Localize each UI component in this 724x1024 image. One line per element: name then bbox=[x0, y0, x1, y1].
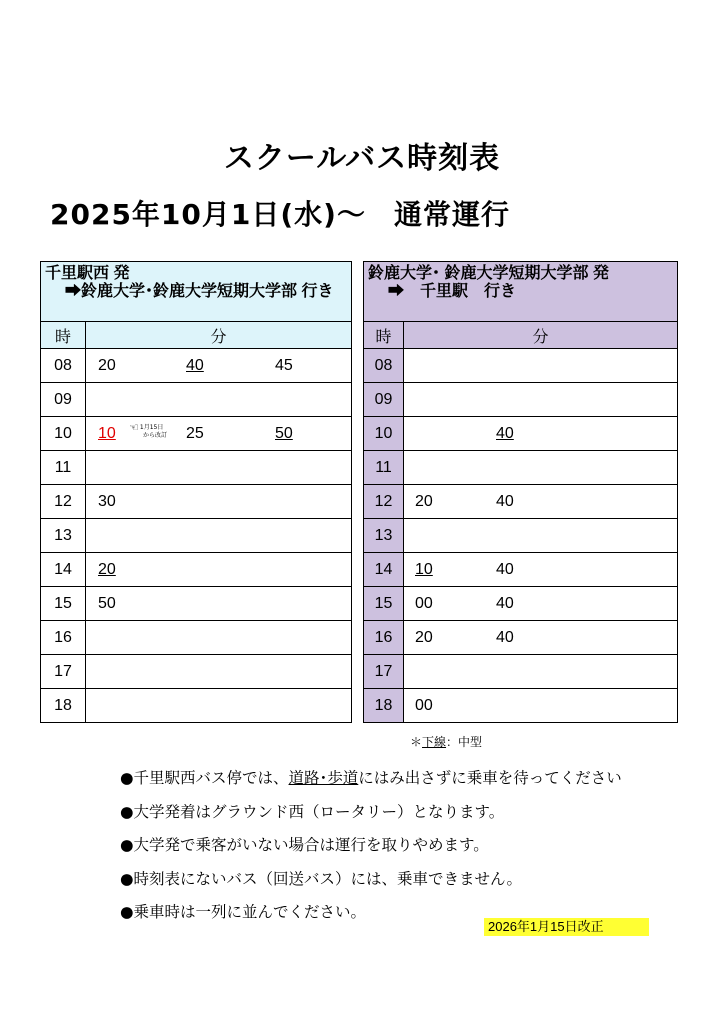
table-row bbox=[41, 689, 352, 723]
minutes-cell bbox=[404, 383, 678, 417]
hour-cell: 17 bbox=[41, 655, 86, 689]
table-row bbox=[364, 621, 678, 655]
minutes-cell bbox=[404, 689, 678, 723]
table-row bbox=[364, 519, 678, 553]
minutes-cell bbox=[86, 383, 352, 417]
minutes-cell bbox=[86, 349, 352, 383]
page-title: スクールバス時刻表 bbox=[223, 141, 501, 176]
right-header-origin: 鈴鹿大学･ 鈴鹿大学短期大学部 発 bbox=[368, 265, 609, 282]
left-table-header bbox=[41, 262, 352, 322]
hour-cell: 13 bbox=[41, 519, 86, 553]
departure-minute: 40 bbox=[496, 425, 514, 442]
timetable-senri-to-university bbox=[40, 261, 352, 723]
table-row bbox=[41, 349, 352, 383]
table-row bbox=[364, 689, 678, 723]
notice-item: ●千里駅西バス停では、道路･歩道にはみ出さずに乗車を待ってください bbox=[120, 769, 622, 787]
right-col-hour: 時 bbox=[364, 322, 404, 349]
hour-cell: 11 bbox=[41, 451, 86, 485]
hour-cell: 18 bbox=[364, 689, 404, 723]
table-row bbox=[364, 417, 678, 451]
minutes-cell bbox=[404, 485, 678, 519]
notice-list bbox=[120, 762, 622, 930]
minutes-cell bbox=[404, 451, 678, 485]
table-row bbox=[364, 383, 678, 417]
minutes-cell bbox=[404, 519, 678, 553]
minutes-cell bbox=[86, 451, 352, 485]
table-row bbox=[41, 519, 352, 553]
timetable-university-to-senri bbox=[363, 261, 678, 723]
departure-minute: 50 bbox=[98, 595, 116, 612]
hour-cell: 16 bbox=[41, 621, 86, 655]
hour-cell: 11 bbox=[364, 451, 404, 485]
page-subtitle bbox=[50, 193, 510, 233]
minutes-cell bbox=[404, 621, 678, 655]
minutes-cell bbox=[86, 519, 352, 553]
revision-note: ☜1月15日 から改訂 bbox=[129, 421, 168, 439]
minutes-cell bbox=[86, 655, 352, 689]
table-row bbox=[41, 451, 352, 485]
table-row bbox=[41, 587, 352, 621]
hour-cell: 14 bbox=[364, 553, 404, 587]
departure-minute: 25 bbox=[186, 425, 204, 442]
departure-minute: 40 bbox=[496, 629, 514, 646]
minutes-cell bbox=[404, 553, 678, 587]
departure-minute: 00 bbox=[415, 697, 433, 714]
table-row bbox=[41, 417, 352, 451]
minutes-cell bbox=[86, 485, 352, 519]
revision-date: 2026年1月15日改正 bbox=[484, 918, 649, 936]
table-row bbox=[364, 485, 678, 519]
notice-item: ●時刻表にないバス（回送バス）には、乗車できません。 bbox=[120, 869, 522, 888]
table-row bbox=[364, 553, 678, 587]
minutes-cell bbox=[86, 621, 352, 655]
departure-minute: 40 bbox=[496, 595, 514, 612]
hour-cell: 12 bbox=[41, 485, 86, 519]
hour-cell: 10 bbox=[364, 417, 404, 451]
hour-cell: 10 bbox=[41, 417, 86, 451]
hour-cell: 14 bbox=[41, 553, 86, 587]
hour-cell: 12 bbox=[364, 485, 404, 519]
minutes-cell bbox=[86, 417, 352, 451]
table-row bbox=[41, 383, 352, 417]
hour-cell: 18 bbox=[41, 689, 86, 723]
left-col-hour: 時 bbox=[41, 322, 86, 349]
legend-underline-key: 下線 bbox=[422, 735, 447, 749]
table-row bbox=[41, 621, 352, 655]
departure-minute: 30 bbox=[98, 493, 116, 510]
minutes-cell bbox=[86, 553, 352, 587]
notice-item: ●乗車時は一列に並んでください。 bbox=[120, 903, 367, 921]
hour-cell: 09 bbox=[364, 383, 404, 417]
start-date: 2025年10月1日(水)～ bbox=[50, 198, 366, 231]
table-row bbox=[364, 655, 678, 689]
departure-minute: 45 bbox=[275, 357, 293, 374]
operation-status: 通常運行 bbox=[393, 198, 510, 231]
departure-minute: 20 bbox=[98, 561, 116, 578]
table-row bbox=[364, 349, 678, 383]
right-table-header bbox=[364, 262, 678, 322]
hour-cell: 15 bbox=[364, 587, 404, 621]
right-header-destination: ➡ 千里駅 行き bbox=[388, 283, 517, 300]
notice-item: ●大学発着はグラウンド西（ロータリー）となります。 bbox=[120, 802, 505, 821]
departure-minute: 00 bbox=[415, 595, 433, 612]
departure-minute: 40 bbox=[496, 561, 514, 578]
left-header-origin: 千里駅西 発 bbox=[45, 265, 130, 282]
left-header-destination: ➡鈴鹿大学･鈴鹿大学短期大学部 行き bbox=[65, 283, 334, 300]
minutes-cell bbox=[86, 689, 352, 723]
hour-cell: 15 bbox=[41, 587, 86, 621]
table-row bbox=[364, 587, 678, 621]
table-row bbox=[41, 553, 352, 587]
minutes-cell bbox=[86, 587, 352, 621]
hour-cell: 13 bbox=[364, 519, 404, 553]
table-row bbox=[41, 655, 352, 689]
departure-minute: 10 bbox=[98, 425, 116, 442]
table-row bbox=[41, 485, 352, 519]
table-row bbox=[364, 451, 678, 485]
minutes-cell bbox=[404, 587, 678, 621]
departure-minute: 20 bbox=[415, 493, 433, 510]
pointing-hand-icon: ☜ bbox=[129, 421, 139, 434]
departure-minute: 10 bbox=[415, 561, 433, 578]
minutes-cell bbox=[404, 417, 678, 451]
minutes-cell bbox=[404, 655, 678, 689]
departure-minute: 40 bbox=[186, 357, 204, 374]
departure-minute: 20 bbox=[98, 357, 116, 374]
right-col-minute: 分 bbox=[404, 322, 678, 349]
departure-minute: 20 bbox=[415, 629, 433, 646]
departure-minute: 50 bbox=[275, 425, 293, 442]
legend-note: ＊下線：中型 bbox=[410, 735, 483, 749]
notice-item: ●大学発で乗客がいない場合は運行を取りやめます。 bbox=[120, 836, 489, 854]
hour-cell: 09 bbox=[41, 383, 86, 417]
hour-cell: 08 bbox=[364, 349, 404, 383]
hour-cell: 08 bbox=[41, 349, 86, 383]
left-col-minute: 分 bbox=[86, 322, 352, 349]
hour-cell: 16 bbox=[364, 621, 404, 655]
departure-minute: 40 bbox=[496, 493, 514, 510]
hour-cell: 17 bbox=[364, 655, 404, 689]
minutes-cell bbox=[404, 349, 678, 383]
